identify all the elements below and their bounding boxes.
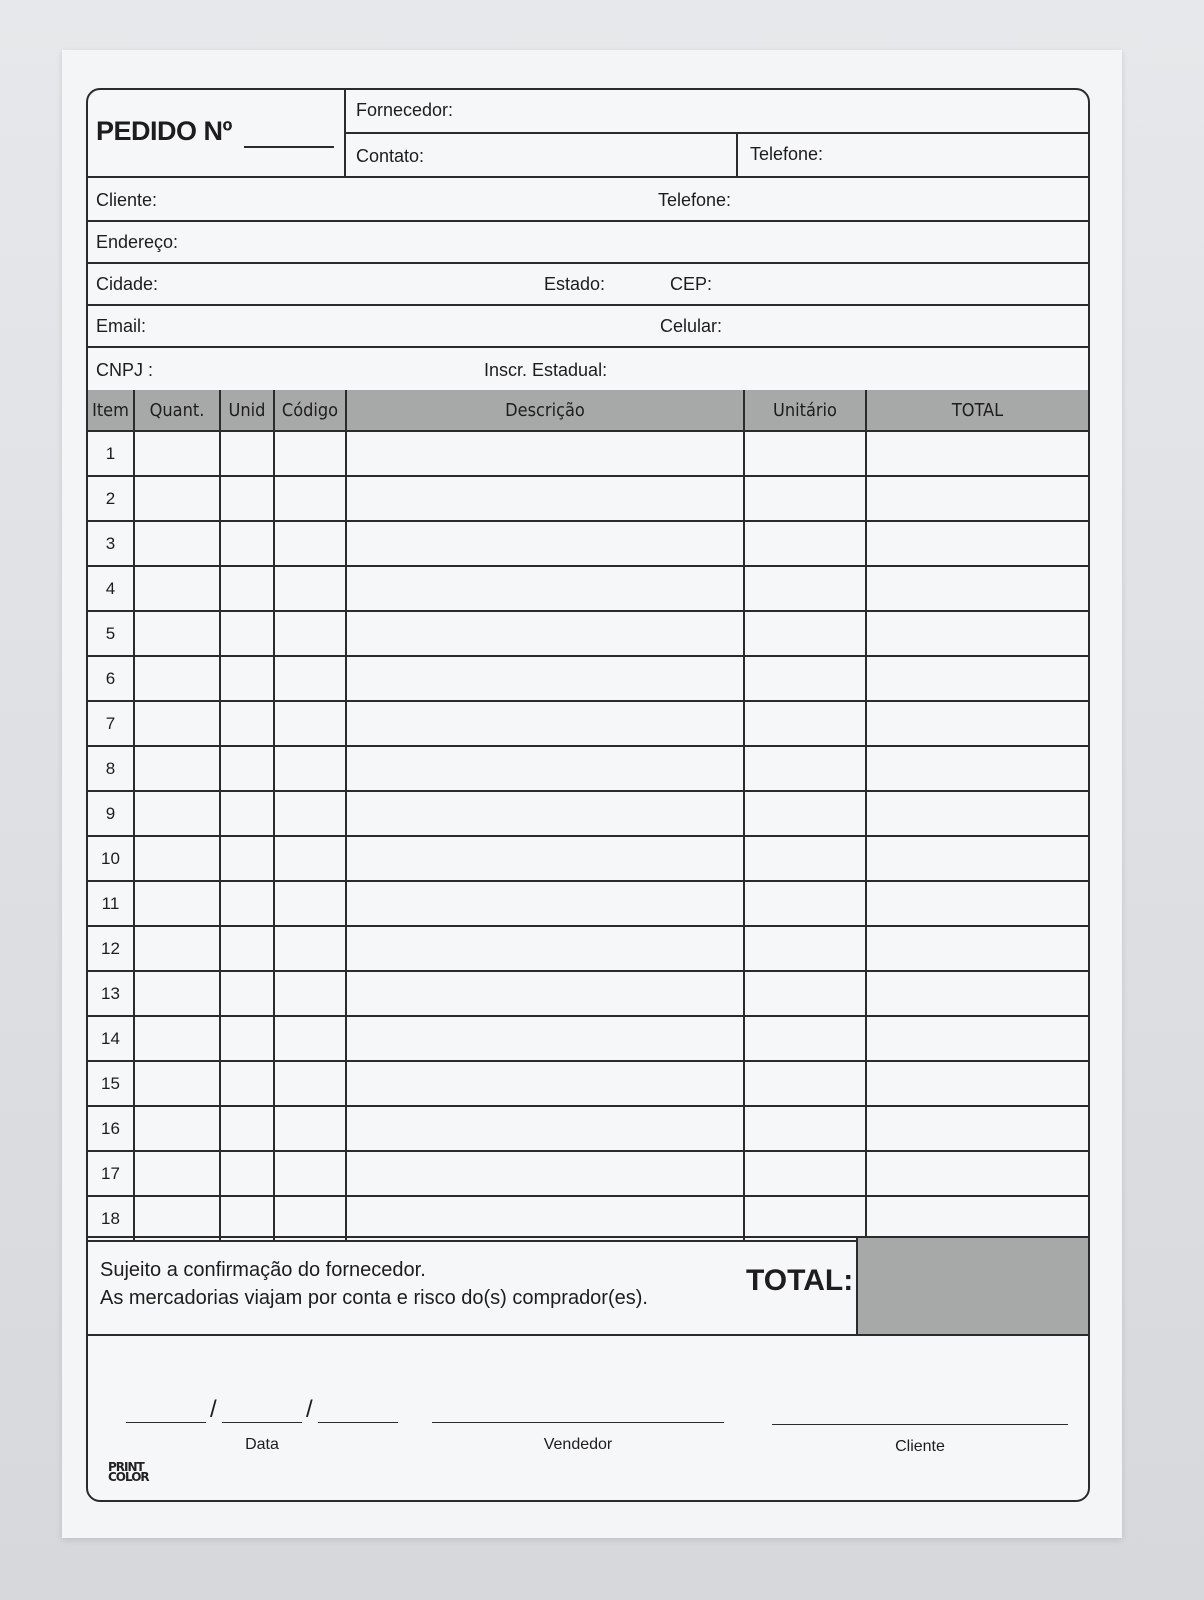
unit-cell[interactable] [220,1106,274,1151]
unit-price-cell[interactable] [744,476,866,521]
zip-label: CEP: [670,274,713,294]
footer-notes [88,1236,1088,1336]
unit-cell[interactable] [220,701,274,746]
date-year-field[interactable] [318,1422,398,1423]
unit-price-cell[interactable] [744,656,866,701]
unit-price-cell[interactable] [744,791,866,836]
code-cell[interactable] [274,1196,346,1241]
code-cell[interactable] [274,746,346,791]
unit-price-cell[interactable] [744,1196,866,1241]
description-cell[interactable] [346,881,744,926]
item-number-cell: 7 [88,701,134,746]
code-cell[interactable] [274,566,346,611]
unit-cell[interactable] [220,521,274,566]
item-number-cell: 12 [88,926,134,971]
city-row[interactable] [88,262,1088,306]
unit-cell[interactable] [220,836,274,881]
cnpj-label: CNPJ : [96,360,154,380]
quantity-cell[interactable] [134,791,220,836]
unit-cell[interactable] [220,431,274,476]
code-cell[interactable] [274,521,346,566]
date-label: Data [245,1436,279,1453]
table-header-row [88,390,1088,431]
table-row [88,521,1088,566]
unit-price-cell[interactable] [744,926,866,971]
code-cell[interactable] [274,971,346,1016]
grand-total-label: TOTAL: [746,1264,854,1297]
quantity-cell[interactable] [134,1016,220,1061]
line-total-cell[interactable] [866,1061,1088,1106]
description-cell[interactable] [346,656,744,701]
unit-price-cell[interactable] [744,1061,866,1106]
item-number-cell: 11 [88,881,134,926]
table-row [88,791,1088,836]
unit-price-cell[interactable] [744,521,866,566]
table-row [88,836,1088,881]
unit-cell[interactable] [220,1151,274,1196]
quantity-cell[interactable] [134,836,220,881]
address-row[interactable] [88,220,1088,264]
line-total-cell[interactable] [866,881,1088,926]
state-registration-label: Inscr. Estadual: [484,360,608,380]
description-cell[interactable] [346,566,744,611]
column-header: Quant. [134,390,220,431]
table-row [88,701,1088,746]
unit-cell[interactable] [220,611,274,656]
order-number-box [88,90,346,176]
client-phone-label: Telefone: [658,190,732,210]
unit-cell[interactable] [220,1061,274,1106]
item-number-cell: 1 [88,431,134,476]
code-cell[interactable] [274,926,346,971]
code-cell[interactable] [274,1061,346,1106]
item-number-cell: 10 [88,836,134,881]
unit-price-cell[interactable] [744,1016,866,1061]
item-number-cell: 13 [88,971,134,1016]
item-number-cell: 17 [88,1151,134,1196]
table-row [88,746,1088,791]
description-cell[interactable] [346,1016,744,1061]
form-header [88,90,1088,178]
description-cell[interactable] [346,1061,744,1106]
table-row [88,1016,1088,1061]
table-row [88,1151,1088,1196]
description-cell[interactable] [346,521,744,566]
address-label: Endereço: [96,232,179,252]
order-form [86,88,1090,1502]
quantity-cell[interactable] [134,1196,220,1241]
column-header: TOTAL [866,390,1088,431]
tax-row[interactable] [88,346,1088,390]
unit-cell[interactable] [220,881,274,926]
code-cell[interactable] [274,1151,346,1196]
unit-cell[interactable] [220,971,274,1016]
supplier-phone-label: Telefone: [750,144,824,164]
unit-price-cell[interactable] [744,701,866,746]
description-cell[interactable] [346,836,744,881]
unit-price-cell[interactable] [744,611,866,656]
description-cell[interactable] [346,971,744,1016]
date-separator: / [306,1396,313,1423]
unit-price-cell[interactable] [744,881,866,926]
logo-line: PRINT [108,1460,144,1474]
email-label: Email: [96,316,147,336]
terms-line: As mercadorias viajam por conta e risco do(s) comprador(es). [100,1287,648,1309]
code-cell[interactable] [274,656,346,701]
line-total-cell[interactable] [866,1196,1088,1241]
supplier-label: Fornecedor: [356,100,454,120]
contact-field[interactable] [346,134,738,176]
line-total-cell[interactable] [866,566,1088,611]
table-row [88,611,1088,656]
unit-cell[interactable] [220,746,274,791]
quantity-cell[interactable] [134,566,220,611]
date-month-field[interactable] [222,1422,302,1423]
line-total-cell[interactable] [866,611,1088,656]
code-cell[interactable] [274,1106,346,1151]
column-header: Unitário [744,390,866,431]
seller-label: Vendedor [543,1436,613,1453]
unit-price-cell[interactable] [744,1151,866,1196]
line-total-cell[interactable] [866,791,1088,836]
line-total-cell[interactable] [866,521,1088,566]
code-cell[interactable] [274,791,346,836]
quantity-cell[interactable] [134,521,220,566]
quantity-cell[interactable] [134,881,220,926]
quantity-cell[interactable] [134,746,220,791]
line-total-cell[interactable] [866,701,1088,746]
quantity-cell[interactable] [134,1106,220,1151]
unit-cell[interactable] [220,476,274,521]
seller-signature-field[interactable] [432,1422,724,1423]
table-row [88,656,1088,701]
item-number-cell: 9 [88,791,134,836]
date-separator: / [210,1396,217,1423]
order-number-label: PEDIDO Nº [96,116,232,146]
line-total-cell[interactable] [866,926,1088,971]
unit-price-cell[interactable] [744,746,866,791]
terms-line: Sujeito a confirmação do fornecedor. [100,1259,426,1281]
date-day-field[interactable] [126,1422,206,1423]
code-cell[interactable] [274,1016,346,1061]
item-number-cell: 5 [88,611,134,656]
unit-price-cell[interactable] [744,431,866,476]
quantity-cell[interactable] [134,926,220,971]
description-cell[interactable] [346,746,744,791]
line-total-cell[interactable] [866,656,1088,701]
table-row [88,566,1088,611]
table-row [88,1061,1088,1106]
terms-note [100,1256,648,1312]
table-row [88,431,1088,476]
code-cell[interactable] [274,836,346,881]
city-label: Cidade: [96,274,159,294]
item-number-cell: 18 [88,1196,134,1241]
item-number-cell: 2 [88,476,134,521]
table-row [88,1196,1088,1241]
line-total-cell[interactable] [866,971,1088,1016]
description-cell[interactable] [346,701,744,746]
description-cell[interactable] [346,791,744,836]
code-cell[interactable] [274,611,346,656]
unit-cell[interactable] [220,566,274,611]
print-color-logo [108,1462,149,1482]
table-row [88,476,1088,521]
quantity-cell[interactable] [134,431,220,476]
quantity-cell[interactable] [134,611,220,656]
logo-line: COLOR [108,1470,149,1484]
description-cell[interactable] [346,476,744,521]
column-header: Unid [220,390,274,431]
description-cell[interactable] [346,926,744,971]
unit-cell[interactable] [220,1196,274,1241]
supplier-phone-field[interactable] [738,134,1088,176]
description-cell[interactable] [346,1196,744,1241]
column-header: Descrição [346,390,744,431]
line-total-cell[interactable] [866,1106,1088,1151]
item-number-cell: 8 [88,746,134,791]
client-signature-label: Cliente [895,1438,945,1455]
unit-cell[interactable] [220,656,274,701]
unit-price-cell[interactable] [744,836,866,881]
order-number-field[interactable] [244,146,334,148]
unit-price-cell[interactable] [744,1106,866,1151]
mobile-label: Celular: [660,316,723,336]
supplier-field[interactable] [346,90,1088,134]
state-label: Estado: [544,274,606,294]
column-header: Código [274,390,346,431]
unit-price-cell[interactable] [744,971,866,1016]
client-label: Cliente: [96,190,158,210]
code-cell[interactable] [274,431,346,476]
items-table [88,390,1088,1242]
quantity-cell[interactable] [134,971,220,1016]
line-total-cell[interactable] [866,836,1088,881]
table-row [88,881,1088,926]
unit-cell[interactable] [220,1016,274,1061]
quantity-cell[interactable] [134,656,220,701]
description-cell[interactable] [346,611,744,656]
code-cell[interactable] [274,881,346,926]
quantity-cell[interactable] [134,1151,220,1196]
table-row [88,926,1088,971]
description-cell[interactable] [346,1106,744,1151]
description-cell[interactable] [346,1151,744,1196]
line-total-cell[interactable] [866,1151,1088,1196]
item-number-cell: 15 [88,1061,134,1106]
contact-label: Contato: [356,146,425,166]
item-number-cell: 14 [88,1016,134,1061]
code-cell[interactable] [274,476,346,521]
item-number-cell: 6 [88,656,134,701]
quantity-cell[interactable] [134,701,220,746]
unit-price-cell[interactable] [744,566,866,611]
line-total-cell[interactable] [866,476,1088,521]
line-total-cell[interactable] [866,431,1088,476]
code-cell[interactable] [274,701,346,746]
item-number-cell: 16 [88,1106,134,1151]
unit-cell[interactable] [220,791,274,836]
item-number-cell: 4 [88,566,134,611]
table-row [88,971,1088,1016]
table-row [88,1106,1088,1151]
item-number-cell: 3 [88,521,134,566]
line-total-cell[interactable] [866,746,1088,791]
email-row[interactable] [88,304,1088,348]
quantity-cell[interactable] [134,1061,220,1106]
unit-cell[interactable] [220,926,274,971]
column-header: Item [88,390,134,431]
grand-total-field[interactable] [856,1238,1090,1334]
client-signature-field[interactable] [772,1424,1068,1425]
order-form-sheet [62,50,1122,1538]
description-cell[interactable] [346,431,744,476]
line-total-cell[interactable] [866,1016,1088,1061]
quantity-cell[interactable] [134,476,220,521]
client-row[interactable] [88,178,1088,222]
